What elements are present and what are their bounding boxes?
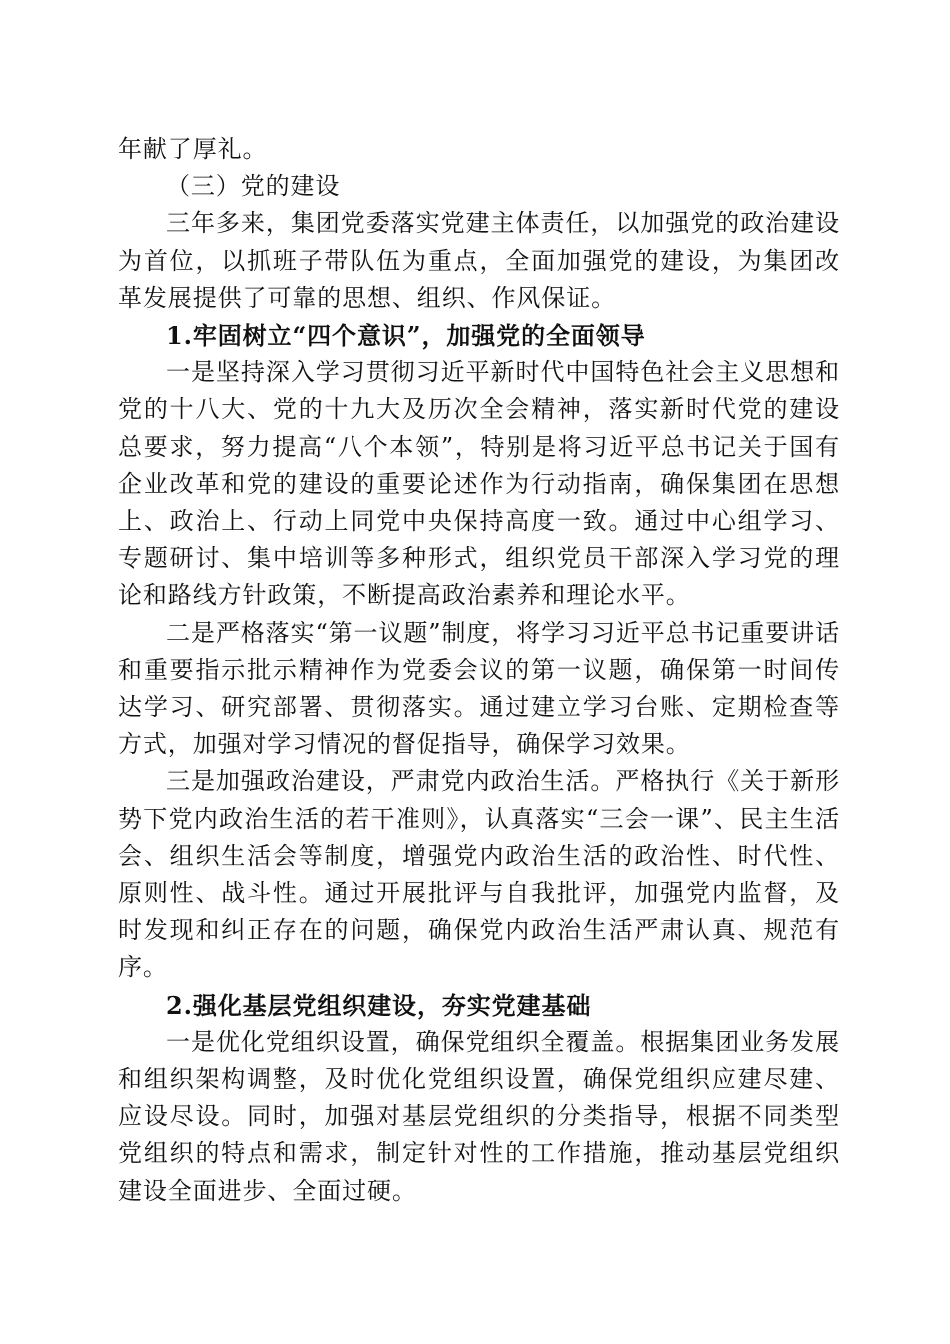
subsection-1-paragraph-3: 三是加强政治建设，严肃党内政治生活。严格执行《关于新形势下党内政治生活的若干准则》，认真落实“三会一课”、民主生活会、组织生活会等制度，增强党内政治生活的政治性、时代性、原则性、战斗性。通过开展批评与自我批评，加强党内监督，及时发现和纠正存在的问题，确保党内政治生活严肃认真、规范有序。 <box>118 767 840 982</box>
subsection-2-heading: 2.强化基层党组织建设，夯实党建基础 <box>166 990 592 1020</box>
intro-paragraph: 三年多来，集团党委落实党建主体责任，以加强党的政治建设为首位，以抓班子带队伍为重点，全面加强党的建设，为集团改革发展提供了可靠的思想、组织、作风保证。 <box>118 209 840 312</box>
subsection-1-paragraph-1: 一是坚持深入学习贯彻习近平新时代中国特色社会主义思想和党的十八大、党的十九大及历次全会精神，落实新时代党的建设总要求，努力提高“八个本领”，特别是将习近平总书记关于国有企业改革和党的建设的重要论述作为行动指南，确保集团在思想上、政治上、行动上同党中央保持高度一致。通过中心组学习、专题研讨、集中培训等多种形式，组织党员干部深入学习党的理论和路线方针政策，不断提高政治素养和理论水平。 <box>118 358 840 610</box>
section-heading: （三）党的建设 <box>166 172 341 201</box>
subsection-1-paragraph-2: 二是严格落实“第一议题”制度，将学习习近平总书记重要讲话和重要指示批示精神作为党委会议的第一议题，确保第一时间传达学习、研究部署、贯彻落实。通过建立学习台账、定期检查等方式，加强对学习情况的督促指导，确保学习效果。 <box>118 618 840 759</box>
subsection-2-paragraph-1: 一是优化党组织设置，确保党组织全覆盖。根据集团业务发展和组织架构调整，及时优化党组织设置，确保党组织应建尽建、应设尽设。同时，加强对基层党组织的分类指导，根据不同类型党组织的特点和需求，制定针对性的工作措施，推动基层党组织建设全面进步、全面过硬。 <box>118 1027 840 1205</box>
subsection-1-heading: 1.牢固树立“四个意识”，加强党的全面领导 <box>166 321 646 351</box>
document-body <box>118 131 840 1210</box>
lead-line: 年献了厚礼。 <box>118 135 268 163</box>
